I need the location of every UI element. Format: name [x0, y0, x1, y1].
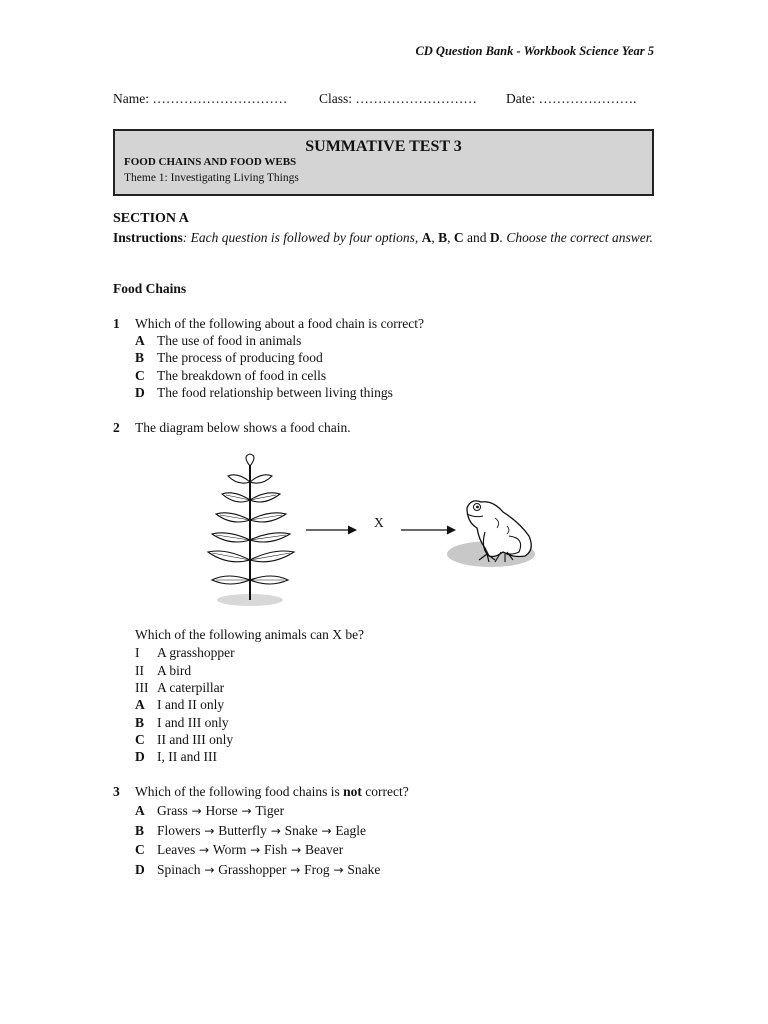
statement-numeral: III — [135, 680, 149, 695]
emphasis-not: not — [343, 784, 362, 799]
instructions-and: and — [467, 230, 487, 245]
question-text: The diagram below shows a food chain. — [135, 420, 351, 435]
food-chain-organism: Butterfly — [218, 823, 267, 838]
option-c[interactable] — [135, 368, 326, 384]
option-c[interactable] — [135, 732, 233, 748]
test-subtitle: FOOD CHAINS AND FOOD WEBS — [124, 156, 297, 168]
test-theme: Theme 1: Investigating Living Things — [124, 172, 299, 184]
option-text: I and III only — [157, 715, 229, 730]
option-b[interactable] — [135, 715, 229, 731]
instructions: Instructions: Each question is followed by four options, A, B, C and D. Choose the correct answer. — [113, 230, 653, 245]
food-chain-organism: Grasshopper — [218, 862, 287, 877]
food-chain-organism: Horse — [205, 803, 238, 818]
option-letter: B — [135, 715, 145, 730]
option-b[interactable] — [135, 823, 366, 839]
arrow-icon: → — [195, 843, 213, 857]
option-text: The use of food in animals — [157, 333, 302, 348]
food-chain-organism: Tiger — [255, 803, 285, 818]
arrow-icon: → — [266, 824, 285, 838]
instructions-text-2: . Choose the correct answer. — [499, 230, 653, 245]
arrow-icon — [306, 524, 358, 536]
name-field[interactable]: Name: ………………………… — [113, 91, 288, 106]
arrow-icon: → — [200, 824, 219, 838]
option-letter: B — [135, 350, 145, 365]
question-text: Which of the following about a food chain is correct? — [135, 316, 425, 331]
arrow-icon: → — [317, 824, 336, 838]
option-text: I, II and III — [157, 749, 217, 764]
arrow-icon: → — [187, 804, 206, 818]
topic-heading: Food Chains — [113, 281, 187, 296]
plant-illustration — [200, 452, 300, 610]
option-text: II and III only — [157, 732, 234, 747]
statement-text: A grasshopper — [157, 645, 235, 660]
food-chain-organism: Grass — [157, 803, 188, 818]
option-letter: D — [135, 749, 145, 764]
statement-numeral: II — [135, 663, 144, 678]
option-letter: A — [135, 803, 145, 818]
food-chain-organism: Frog — [304, 862, 330, 877]
section-heading: SECTION A — [113, 211, 189, 226]
option-b[interactable] — [135, 350, 323, 366]
statement-i — [135, 645, 235, 661]
date-field[interactable]: Date: …………………. — [506, 91, 637, 106]
option-d[interactable] — [135, 385, 393, 401]
food-chain-organism: Snake — [347, 862, 381, 877]
test-title-box — [113, 129, 654, 196]
statement-text: A caterpillar — [157, 680, 225, 695]
option-a[interactable] — [135, 697, 224, 713]
arrow-icon: → — [286, 863, 305, 877]
option-a[interactable] — [135, 333, 301, 349]
instructions-opt-b: B — [438, 230, 448, 245]
arrow-icon: → — [200, 863, 219, 877]
food-chain-text — [157, 823, 366, 838]
option-letter: C — [135, 368, 145, 383]
option-letter: C — [135, 842, 145, 857]
food-chain-organism: Eagle — [335, 823, 367, 838]
instructions-opt-c: C — [453, 230, 464, 245]
statement-iii — [135, 680, 224, 696]
arrow-icon: → — [287, 843, 305, 857]
arrow-icon: → — [246, 843, 265, 857]
food-chain-organism: Spinach — [157, 862, 201, 877]
option-letter: C — [135, 732, 145, 747]
question-text: Which of the following animals can X be? — [135, 627, 365, 642]
option-letter: B — [135, 823, 145, 838]
question-number: 3 — [113, 784, 120, 799]
class-field[interactable]: Class: ……………………… — [319, 91, 477, 106]
food-chain-text — [157, 842, 343, 857]
statement-text: A bird — [157, 663, 192, 678]
option-text: The breakdown of food in cells — [157, 368, 327, 383]
page-header: CD Question Bank - Workbook Science Year 5 — [415, 44, 654, 58]
question-number: 2 — [113, 420, 120, 435]
option-a[interactable] — [135, 803, 284, 819]
food-chain-organism: Snake — [284, 823, 318, 838]
food-chain-text — [157, 803, 284, 818]
instructions-opt-a: A — [421, 230, 432, 245]
frog-illustration — [445, 492, 541, 572]
instructions-opt-d: D — [489, 230, 500, 245]
statement-numeral: I — [135, 645, 140, 660]
arrow-icon: → — [237, 804, 256, 818]
option-letter: A — [135, 333, 145, 348]
option-text: The food relationship between living things — [157, 385, 393, 400]
test-title: SUMMATIVE TEST 3 — [305, 138, 462, 155]
option-text: I and II only — [157, 697, 225, 712]
question-text: Which of the following food chains is not correct? — [135, 784, 409, 799]
option-c[interactable] — [135, 842, 343, 858]
diagram-label-x: X — [374, 515, 384, 530]
food-chain-organism: Flowers — [157, 823, 201, 838]
food-chain-text — [157, 862, 380, 877]
option-letter: D — [135, 862, 145, 877]
option-letter: A — [135, 697, 145, 712]
food-chain-organism: Beaver — [304, 842, 344, 857]
instructions-label: Instructions — [113, 230, 183, 245]
statement-ii — [135, 663, 191, 679]
food-chain-organism: Worm — [212, 842, 247, 857]
option-text: The process of producing food — [157, 350, 323, 365]
option-d[interactable] — [135, 749, 217, 765]
instructions-text-1: : Each question is followed by four options, — [182, 230, 419, 245]
question-number: 1 — [113, 316, 120, 331]
food-chain-organism: Fish — [264, 842, 288, 857]
arrow-icon: → — [329, 863, 348, 877]
option-d[interactable] — [135, 862, 380, 878]
option-letter: D — [135, 385, 145, 400]
food-chain-organism: Leaves — [157, 842, 196, 857]
